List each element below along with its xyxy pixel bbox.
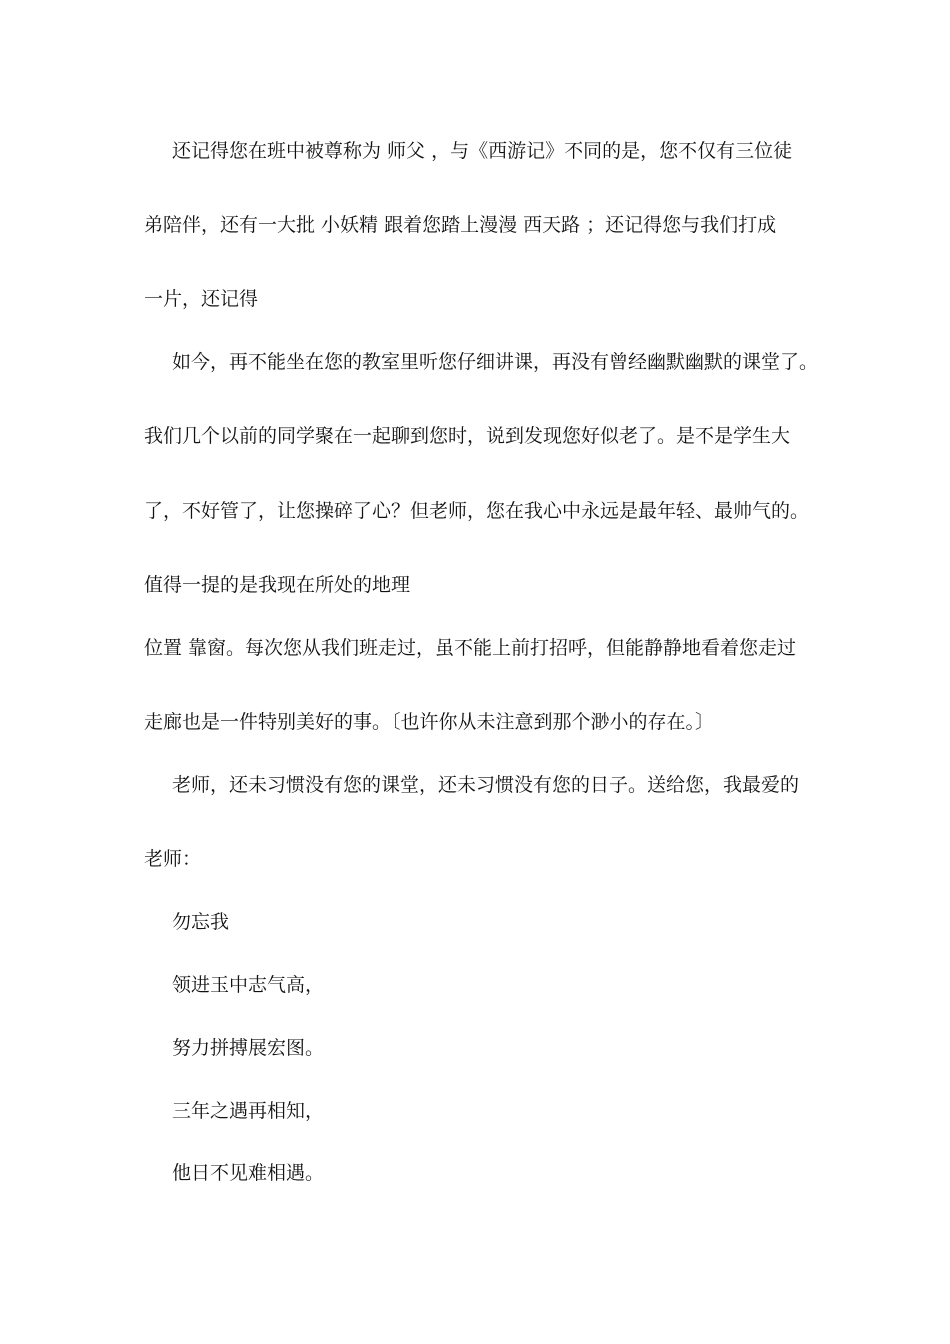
paragraph-1-line-3: 一片，还记得 xyxy=(144,288,259,310)
paragraph-2-line-5: 位置 靠窗。每次您从我们班走过，虽不能上前打招呼，但能静静地看着您走过 xyxy=(144,637,797,659)
poem-line-1: 领进玉中志气高， xyxy=(172,974,325,996)
paragraph-2-line-3: 了，不好管了，让您操碎了心？但老师，您在我心中永远是最年轻、最帅气的。 xyxy=(144,500,810,522)
poem-line-3: 三年之遇再相知， xyxy=(172,1100,325,1122)
paragraph-1-line-2: 弟陪伴，还有一大批 小妖精 跟着您踏上漫漫 西天路 ；还记得您与我们打成 xyxy=(144,214,777,236)
poem-title: 勿忘我 xyxy=(172,911,230,933)
paragraph-2-line-6: 走廊也是一件特别美好的事。〔也许你从未注意到那个渺小的存在。〕 xyxy=(144,711,715,733)
paragraph-2-line-2: 我们几个以前的同学聚在一起聊到您时，说到发现您好似老了。是不是学生大 xyxy=(144,425,791,447)
paragraph-2-line-4: 值得一提的是我现在所处的地理 xyxy=(144,574,411,596)
poem-line-4: 他日不见难相遇。 xyxy=(172,1162,325,1184)
paragraph-3-line-2: 老师： xyxy=(144,848,202,870)
paragraph-1-line-1: 还记得您在班中被尊称为 师父 ，与《西游记》不同的是，您不仅有三位徒 xyxy=(172,140,793,162)
paragraph-2-line-1: 如今，再不能坐在您的教室里听您仔细讲课，再没有曾经幽默幽默的课堂了。 xyxy=(172,351,819,373)
poem-line-2: 努力拼搏展宏图。 xyxy=(172,1037,325,1059)
paragraph-3-line-1: 老师，还未习惯没有您的课堂，还未习惯没有您的日子。送给您，我最爱的 xyxy=(172,774,800,796)
